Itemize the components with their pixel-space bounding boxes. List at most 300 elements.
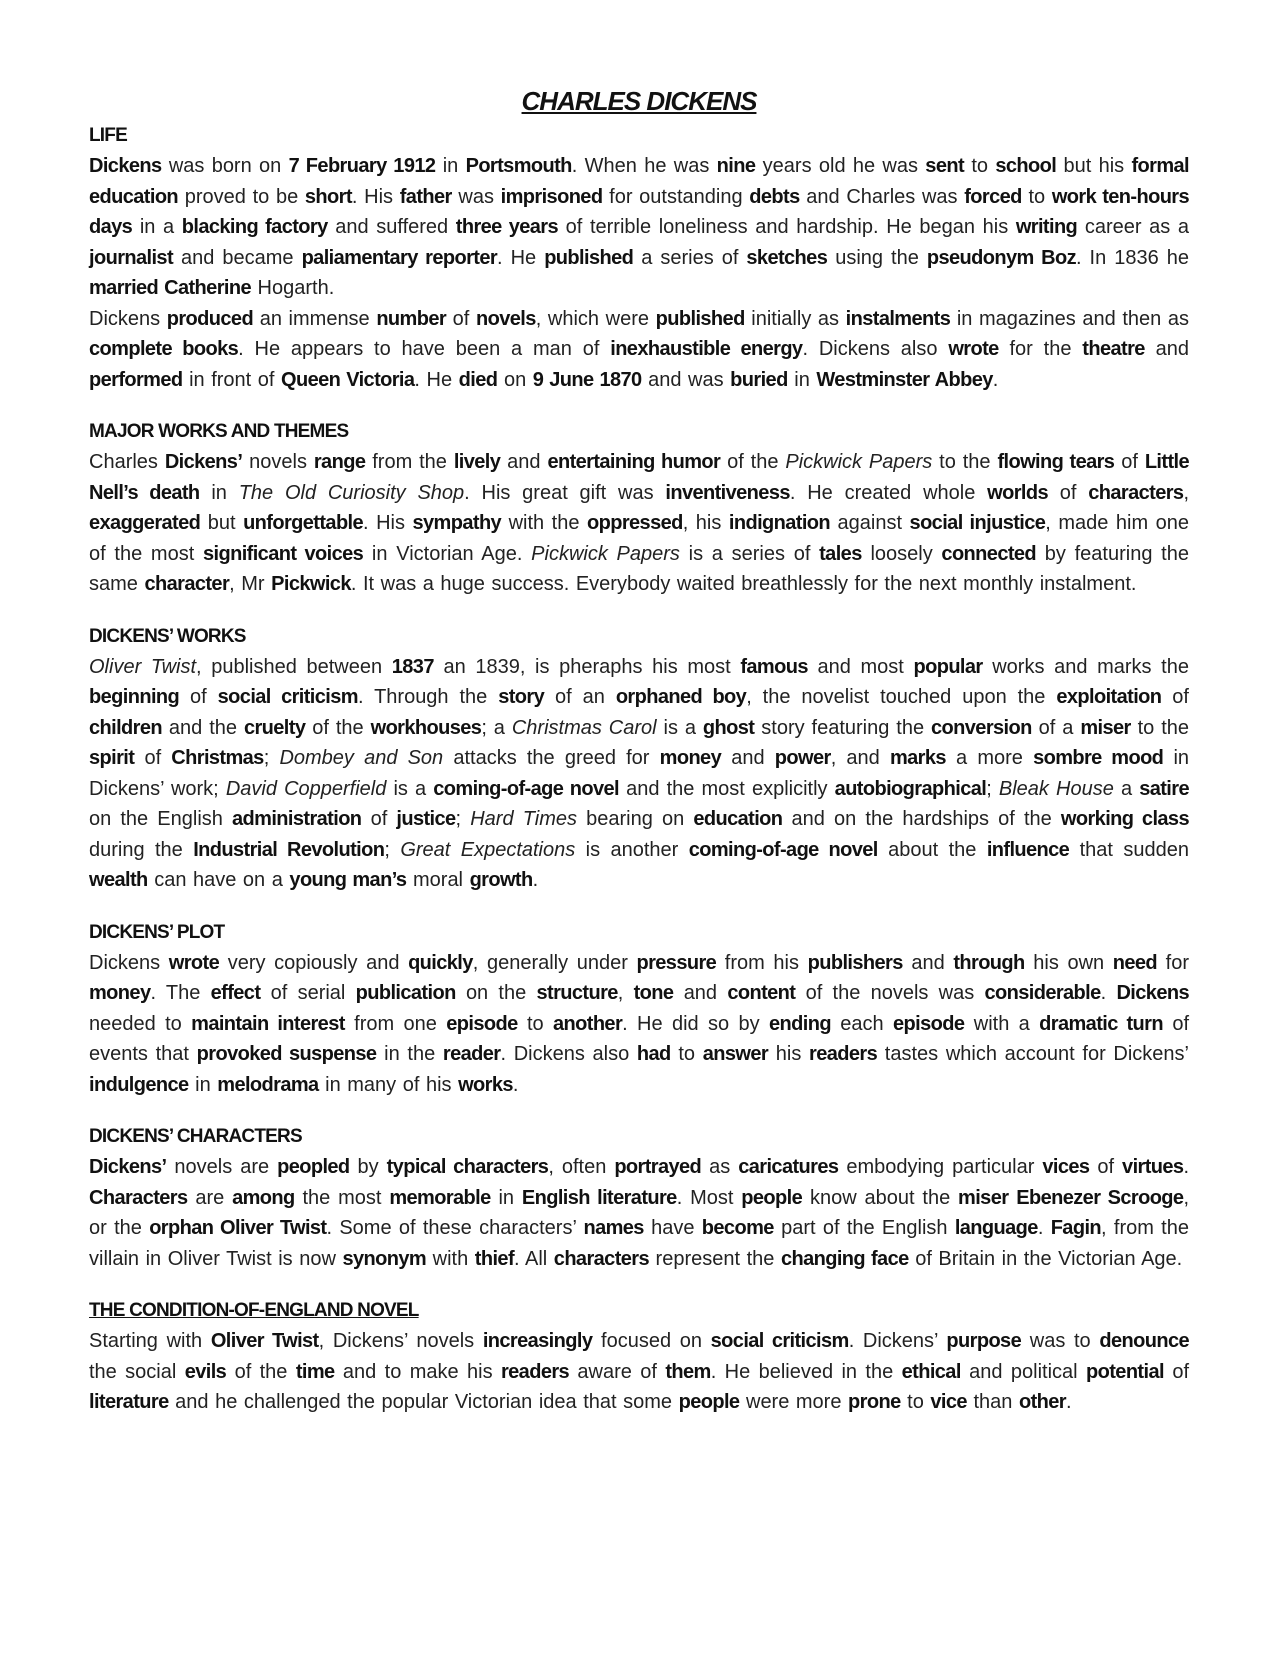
text-run: during the: [89, 838, 194, 861]
keyword: flowing tears: [997, 451, 1115, 473]
text-run: of the: [720, 451, 786, 473]
work-title: Christmas Carol: [511, 716, 657, 739]
text-run: a: [1113, 777, 1140, 800]
text-run: . He: [414, 368, 459, 391]
text-run: to: [1021, 185, 1052, 208]
keyword: publishers: [807, 951, 903, 974]
keyword: dramatic turn: [1039, 1012, 1163, 1035]
text-run: .: [1065, 1391, 1072, 1413]
text-run: and he challenged the popular Victorian idea that some: [168, 1391, 679, 1413]
keyword: lively: [453, 451, 501, 473]
text-run: . It was a huge success. Everybody waited breathlessly for the next monthly instalment.: [350, 573, 1137, 595]
keyword: performed: [89, 368, 183, 391]
text-run: and: [902, 951, 954, 974]
text-run: is a series of: [679, 542, 820, 565]
keyword: evils: [184, 1360, 227, 1383]
keyword: ethical: [901, 1360, 961, 1383]
text-run: initially as: [744, 307, 846, 330]
text-run: proved to be: [178, 185, 305, 208]
text-run: in a: [132, 216, 182, 238]
section-heading: LIFE: [89, 125, 127, 146]
text-run: from his: [716, 951, 808, 974]
text-run: by featuring the same: [89, 542, 1189, 595]
keyword: potential: [1086, 1360, 1164, 1383]
text-run: of: [1089, 1156, 1123, 1178]
text-run: . In 1836 he: [1075, 246, 1189, 269]
work-title: Hard Times: [470, 808, 577, 830]
keyword: Little Nell’s death: [89, 451, 1189, 504]
text-run: to: [517, 1012, 553, 1035]
keyword: Fagin: [1050, 1217, 1102, 1239]
work-title: Pickwick Papers: [785, 451, 933, 473]
keyword: indignation: [728, 512, 831, 534]
keyword: coming-of-age novel: [433, 777, 620, 800]
keyword: theatre: [1082, 338, 1145, 360]
text-run: , which were: [535, 307, 656, 330]
keyword: orphaned boy: [615, 686, 747, 708]
text-run: and: [673, 982, 728, 1004]
paragraph: [89, 151, 1189, 304]
text-run: his own: [1024, 951, 1113, 974]
keyword: money: [89, 982, 151, 1004]
keyword: literature: [89, 1391, 169, 1413]
text-run: to the: [1130, 716, 1190, 739]
text-run: , made him one of the most: [89, 512, 1189, 565]
text-run: , and: [830, 747, 890, 769]
keyword: miser: [958, 1186, 1009, 1209]
text-run: than: [966, 1391, 1019, 1413]
keyword: changing face: [780, 1247, 909, 1270]
text-run: of: [179, 686, 218, 708]
keyword: number: [376, 307, 447, 330]
text-run: , his: [682, 512, 729, 534]
page-title: CHARLES DICKENS: [521, 86, 757, 116]
text-run: , often: [548, 1156, 615, 1178]
text-run: . All: [514, 1247, 554, 1270]
section-heading: DICKENS’ PLOT: [89, 921, 225, 943]
text-run: in: [199, 481, 239, 504]
text-run: to the: [932, 451, 998, 473]
text-run: and the: [162, 716, 244, 739]
text-run: and became: [173, 246, 302, 269]
keyword: spirit: [89, 747, 135, 769]
paragraph: [89, 1152, 1189, 1274]
text-run: are: [187, 1186, 233, 1209]
keyword: need: [1112, 951, 1158, 974]
keyword: complete books: [89, 338, 239, 360]
keyword: effect: [210, 982, 261, 1004]
text-run: from one: [344, 1012, 447, 1035]
keyword: provoked suspense: [196, 1043, 377, 1065]
text-run: . He did so by: [622, 1012, 769, 1035]
keyword: Dickens’: [89, 1156, 167, 1178]
text-run: against: [830, 512, 910, 534]
text-run: is a: [386, 777, 434, 800]
keyword: characters: [553, 1247, 649, 1270]
work-title: Bleak House: [998, 777, 1114, 800]
keyword: indulgence: [89, 1073, 189, 1096]
text-run: and most: [807, 655, 914, 678]
paragraph: [89, 1326, 1189, 1418]
text-run: to: [900, 1391, 931, 1413]
keyword: melodrama: [217, 1073, 319, 1096]
keyword: Dickens’: [164, 451, 243, 473]
keyword: wealth: [89, 869, 148, 891]
keyword: readers: [500, 1360, 570, 1383]
section: [89, 622, 1189, 896]
text-run: is a: [656, 716, 703, 739]
text-run: and on the hardships of the: [782, 808, 1061, 830]
keyword: three years: [455, 216, 559, 238]
keyword: works: [458, 1073, 513, 1096]
keyword: maintain interest: [191, 1012, 345, 1035]
keyword: publication: [355, 982, 456, 1004]
text-run: . Dickens also: [500, 1043, 637, 1065]
text-run: novels: [242, 451, 314, 473]
text-run: represent the: [648, 1247, 781, 1270]
text-run: and political: [960, 1360, 1086, 1383]
text-run: each: [830, 1012, 894, 1035]
keyword: names: [583, 1217, 644, 1239]
text-run: Charles: [89, 451, 165, 473]
keyword: produced: [166, 307, 254, 330]
text-run: works and marks the: [982, 655, 1189, 678]
text-run: but his: [1056, 155, 1132, 177]
keyword: thief: [474, 1247, 514, 1270]
keyword: growth: [469, 869, 533, 891]
text-run: . The: [150, 982, 211, 1004]
text-run: a series of: [633, 246, 747, 269]
paragraph: [89, 948, 1189, 1101]
text-run: bearing on: [576, 808, 694, 830]
text-run: in front of: [182, 368, 282, 391]
text-run: and the most explicitly: [619, 777, 835, 800]
keyword: entertaining humor: [547, 451, 721, 473]
text-run: of Britain in the Victorian Age.: [908, 1247, 1183, 1270]
text-run: .: [512, 1073, 519, 1096]
keyword: synonym: [342, 1247, 427, 1270]
keyword: orphan Oliver Twist: [149, 1217, 327, 1239]
section: [89, 1296, 1189, 1418]
text-run: the most: [294, 1186, 390, 1209]
keyword: miser: [1080, 716, 1131, 739]
keyword: memorable: [389, 1186, 491, 1209]
keyword: popular: [913, 655, 983, 678]
keyword: oppressed: [586, 512, 683, 534]
keyword: paliamentary reporter: [301, 246, 498, 269]
text-run: in magazines and then as: [950, 307, 1189, 330]
keyword: inventiveness: [665, 481, 790, 504]
work-title: Great Expectations: [400, 838, 576, 861]
text-run: in many of his: [318, 1073, 459, 1096]
keyword: Westminster Abbey: [816, 368, 993, 391]
keyword: conversion: [931, 716, 1032, 739]
text-run: was: [451, 185, 501, 208]
keyword: purpose: [946, 1330, 1022, 1352]
text-run: Dickens: [89, 307, 167, 330]
keyword: journalist: [89, 246, 174, 269]
text-run: , generally under: [472, 951, 637, 974]
text-run: tastes which account for Dickens’: [877, 1043, 1189, 1065]
keyword: published: [655, 307, 745, 330]
keyword: blacking factory: [181, 216, 328, 238]
text-run: . He: [497, 246, 545, 269]
text-run: was to: [1021, 1330, 1100, 1352]
keyword: among: [232, 1186, 295, 1209]
text-run: of the: [305, 716, 371, 739]
keyword: them: [665, 1360, 711, 1383]
keyword: peopled: [277, 1156, 350, 1178]
text-run: of a: [1031, 716, 1081, 739]
section: [89, 417, 1189, 600]
keyword: pressure: [636, 951, 717, 974]
keyword: other: [1018, 1391, 1066, 1413]
keyword: virtues: [1122, 1156, 1184, 1178]
keyword: ending: [768, 1012, 831, 1035]
text-run: , or the: [89, 1186, 1190, 1239]
keyword: ghost: [702, 716, 755, 739]
keyword: 1837: [391, 655, 434, 678]
keyword: English literature: [521, 1186, 677, 1209]
text-run: for the: [998, 338, 1083, 360]
text-run: have: [643, 1217, 702, 1239]
keyword: forced: [964, 185, 1022, 208]
text-run: of serial: [260, 982, 356, 1004]
text-run: aware of: [569, 1360, 666, 1383]
text-run: on: [497, 368, 533, 391]
text-run: and was: [641, 368, 731, 391]
text-run: . He believed in the: [710, 1360, 902, 1383]
text-run: in the: [376, 1043, 443, 1065]
text-run: of: [361, 808, 397, 830]
keyword: 9 June 1870: [532, 368, 642, 391]
text-run: ;: [263, 747, 280, 769]
text-run: an 1839, is pheraphs his most: [433, 655, 741, 678]
text-run: .: [532, 869, 539, 891]
keyword: Christmas: [171, 747, 264, 769]
text-run: can have on a: [147, 869, 290, 891]
text-run: on the English: [89, 808, 233, 830]
keyword: typical characters: [386, 1156, 549, 1178]
text-run: with a: [964, 1012, 1040, 1035]
work-title: Pickwick Papers: [531, 542, 680, 565]
keyword: exploitation: [1056, 686, 1162, 708]
text-run: . Dickens’: [848, 1330, 947, 1352]
keyword: famous: [740, 655, 808, 678]
text-run: Dickens: [89, 951, 169, 974]
keyword: coming-of-age novel: [688, 838, 878, 861]
text-run: ;: [986, 777, 999, 800]
text-run: .: [992, 368, 999, 391]
keyword: buried: [730, 368, 788, 391]
keyword: father: [399, 185, 452, 208]
keyword: Pickwick: [271, 573, 351, 595]
keyword: novels: [475, 307, 536, 330]
keyword: through: [953, 951, 1025, 974]
document-content: [89, 86, 1189, 1440]
text-run: with: [426, 1247, 475, 1270]
keyword: vice: [930, 1391, 967, 1413]
text-run: .: [1183, 1156, 1189, 1178]
keyword: considerable: [984, 982, 1101, 1004]
keyword: time: [295, 1360, 335, 1383]
keyword: power: [774, 747, 831, 769]
text-run: Starting with: [89, 1330, 211, 1352]
text-run: with the: [501, 512, 587, 534]
keyword: work ten-hours days: [89, 185, 1190, 238]
text-run: ;: [384, 838, 401, 861]
text-run: as: [701, 1156, 739, 1178]
text-run: is another: [575, 838, 689, 861]
text-run: of the novels was: [795, 982, 985, 1004]
text-run: of: [1047, 481, 1089, 504]
text-run: needed to: [89, 1012, 192, 1035]
text-run: a more: [945, 747, 1034, 769]
text-run: know about the: [802, 1186, 959, 1209]
keyword: had: [636, 1043, 671, 1065]
keyword: unforgettable: [243, 512, 364, 534]
text-run: years old he was: [755, 155, 926, 177]
text-run: . Through the: [357, 686, 499, 708]
text-run: using the: [827, 246, 927, 269]
work-title: Dombey and Son: [279, 747, 444, 769]
text-run: of events that: [89, 1012, 1190, 1065]
keyword: published: [544, 246, 634, 269]
text-run: novels are: [166, 1156, 278, 1178]
keyword: instalments: [845, 307, 951, 330]
text-run: of: [134, 747, 172, 769]
keyword: young man’s: [289, 869, 407, 891]
text-run: . He appears to have been a man of: [238, 338, 611, 360]
keyword: Dickens: [1116, 982, 1189, 1004]
keyword: pseudonym Boz: [926, 246, 1076, 269]
section: [89, 121, 1189, 395]
text-run: to: [670, 1043, 703, 1065]
text-run: . His: [351, 185, 400, 208]
keyword: denounce: [1099, 1330, 1190, 1352]
keyword: education: [693, 808, 783, 830]
keyword: sympathy: [412, 512, 502, 534]
keyword: Ebenezer Scrooge: [1016, 1186, 1184, 1209]
keyword: portrayed: [614, 1156, 702, 1178]
text-run: the social: [89, 1360, 185, 1383]
text-run: his: [768, 1043, 810, 1065]
text-run: . Most: [676, 1186, 742, 1209]
text-run: .: [1037, 1217, 1051, 1239]
text-run: loosely: [861, 542, 942, 565]
section-heading: DICKENS’ WORKS: [89, 625, 246, 647]
section-heading: THE CONDITION-OF-ENGLAND NOVEL: [89, 1300, 419, 1321]
text-run: ,: [1183, 481, 1189, 504]
text-run: , Mr: [229, 573, 272, 595]
text-run: of the: [226, 1360, 296, 1383]
keyword: influence: [986, 838, 1070, 861]
text-run: ;: [455, 808, 471, 830]
keyword: working class: [1060, 808, 1189, 830]
text-run: , the novelist touched upon the: [746, 686, 1057, 708]
text-run: , published between: [196, 655, 392, 678]
keyword: social injustice: [909, 512, 1046, 534]
text-run: and: [721, 747, 775, 769]
keyword: episode: [893, 1012, 965, 1035]
text-run: an immense: [253, 307, 377, 330]
keyword: debts: [749, 185, 800, 208]
section-heading: DICKENS’ CHARACTERS: [89, 1126, 302, 1147]
keyword: wrote: [948, 338, 999, 360]
text-run: of an: [544, 686, 616, 708]
keyword: readers: [809, 1043, 878, 1065]
keyword: imprisoned: [500, 185, 603, 208]
keyword: justice: [396, 808, 456, 830]
text-run: of terrible loneliness and hardship. He began his: [558, 216, 1016, 238]
work-title: Oliver Twist: [89, 655, 197, 678]
keyword: vices: [1042, 1156, 1090, 1178]
keyword: people: [741, 1186, 803, 1209]
text-run: on the: [455, 982, 537, 1004]
section: [89, 1122, 1189, 1274]
keyword: content: [727, 982, 796, 1004]
paragraph: [89, 447, 1189, 600]
keyword: connected: [941, 542, 1037, 565]
keyword: short: [304, 185, 352, 208]
text-run: part of the English: [773, 1217, 955, 1239]
keyword: wrote: [168, 951, 220, 974]
text-run: by: [349, 1156, 387, 1178]
keyword: Queen Victoria: [281, 368, 415, 391]
text-run: . His great gift was: [464, 481, 666, 504]
keyword: character: [144, 573, 230, 595]
keyword: formal education: [89, 155, 1189, 208]
text-run: , Dickens’ novels: [318, 1330, 483, 1352]
text-run: of: [1163, 1360, 1189, 1383]
text-run: and: [1144, 338, 1189, 360]
text-run: were more: [739, 1391, 849, 1413]
keyword: Oliver Twist: [210, 1330, 319, 1352]
section-heading: MAJOR WORKS AND THEMES: [89, 421, 349, 442]
keyword: range: [313, 451, 366, 473]
keyword: become: [701, 1217, 774, 1239]
keyword: money: [659, 747, 722, 769]
keyword: married Catherine: [89, 277, 251, 299]
text-run: very copiously and: [219, 951, 409, 974]
text-run: in: [435, 155, 466, 177]
keyword: Dickens: [89, 155, 162, 177]
text-run: for: [1157, 951, 1189, 974]
text-run: and: [500, 451, 548, 473]
text-run: of: [1114, 451, 1145, 473]
paragraph: [89, 304, 1189, 396]
sections-container: [89, 121, 1189, 1418]
text-run: . Dickens also: [802, 338, 949, 360]
section: [89, 918, 1189, 1101]
keyword: sketches: [746, 246, 828, 269]
keyword: structure: [536, 982, 618, 1004]
text-run: . His: [363, 512, 413, 534]
text-run: attacks the greed for: [443, 747, 660, 769]
text-run: in Victorian Age.: [363, 542, 532, 565]
keyword: people: [678, 1391, 740, 1413]
keyword: tales: [819, 542, 862, 565]
keyword: died: [458, 368, 498, 391]
text-run: embodying particular: [838, 1156, 1043, 1178]
text-run: of: [446, 307, 476, 330]
keyword: Portsmouth: [465, 155, 572, 177]
keyword: sent: [925, 155, 965, 177]
work-title: The Old Curiosity Shop: [238, 481, 465, 504]
keyword: children: [89, 716, 162, 739]
text-run: career as a: [1077, 216, 1190, 238]
keyword: increasingly: [482, 1330, 593, 1352]
